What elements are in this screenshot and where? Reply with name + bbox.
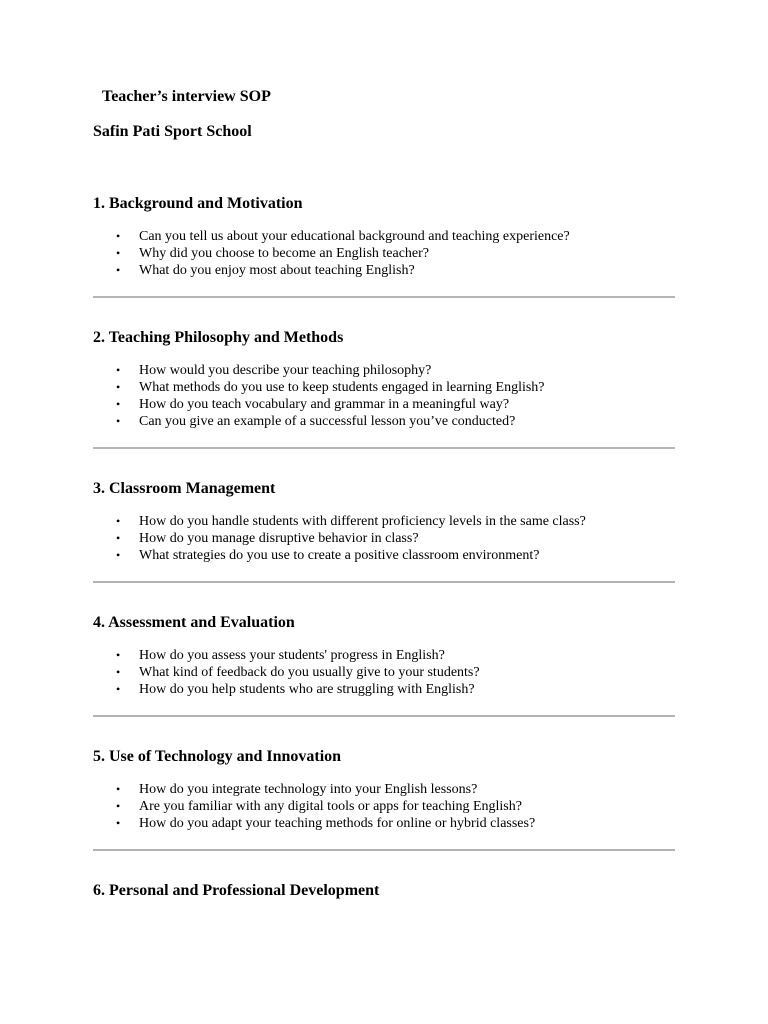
- bullet-icon: •: [116, 682, 121, 696]
- section-5: [93, 747, 675, 851]
- question-text: What do you enjoy most about teaching English?: [139, 263, 415, 278]
- question-item: [93, 664, 675, 681]
- question-list: [93, 781, 675, 832]
- question-item: [93, 396, 675, 413]
- question-text: Can you give an example of a successful lesson you’ve conducted?: [139, 414, 516, 429]
- question-item: [93, 245, 675, 262]
- question-list: [93, 647, 675, 698]
- question-item: [93, 262, 675, 279]
- section-divider: [93, 581, 675, 583]
- question-text: How do you integrate technology into your English lessons?: [139, 782, 478, 797]
- bullet-icon: •: [116, 665, 121, 679]
- question-text: How would you describe your teaching philosophy?: [139, 363, 432, 378]
- bullet-icon: •: [116, 531, 121, 545]
- section-divider: [93, 849, 675, 851]
- section-3: [93, 479, 675, 583]
- bullet-icon: •: [116, 246, 121, 260]
- bullet-icon: •: [116, 648, 121, 662]
- bullet-icon: •: [116, 799, 121, 813]
- question-text: How do you handle students with different proficiency levels in the same class?: [139, 514, 586, 529]
- question-text: How do you assess your students' progress in English?: [139, 648, 445, 663]
- bullet-icon: •: [116, 514, 121, 528]
- section-divider: [93, 296, 675, 298]
- question-text: What kind of feedback do you usually give to your students?: [139, 665, 480, 680]
- question-text: How do you adapt your teaching methods for online or hybrid classes?: [139, 816, 536, 831]
- section-divider: [93, 715, 675, 717]
- section-1: [93, 194, 675, 298]
- section-heading: 6. Personal and Professional Development: [93, 882, 380, 899]
- section-heading: 3. Classroom Management: [93, 480, 276, 497]
- section-heading: 5. Use of Technology and Innovation: [93, 748, 342, 765]
- bullet-icon: •: [116, 548, 121, 562]
- bullet-icon: •: [116, 363, 121, 377]
- interview-sections: [93, 194, 675, 901]
- question-item: [93, 228, 675, 245]
- section-heading: 1. Background and Motivation: [93, 195, 303, 212]
- question-list: [93, 513, 675, 564]
- question-item: [93, 513, 675, 530]
- question-list: [93, 228, 675, 279]
- question-item: [93, 681, 675, 698]
- question-text: Can you tell us about your educational background and teaching experience?: [139, 229, 570, 244]
- question-item: [93, 798, 675, 815]
- question-text: Are you familiar with any digital tools or apps for teaching English?: [139, 799, 522, 814]
- question-item: [93, 362, 675, 379]
- section-4: [93, 613, 675, 717]
- bullet-icon: •: [116, 380, 121, 394]
- section-2: [93, 328, 675, 449]
- question-item: [93, 547, 675, 564]
- bullet-icon: •: [116, 397, 121, 411]
- bullet-icon: •: [116, 816, 121, 830]
- document-title: Teacher’s interview SOP: [102, 88, 271, 105]
- question-item: [93, 647, 675, 664]
- bullet-icon: •: [116, 782, 121, 796]
- section-heading: 2. Teaching Philosophy and Methods: [93, 329, 344, 346]
- question-text: How do you teach vocabulary and grammar in a meaningful way?: [139, 397, 510, 412]
- question-text: What methods do you use to keep students engaged in learning English?: [139, 380, 545, 395]
- section-6: [93, 881, 675, 901]
- question-text: How do you help students who are struggling with English?: [139, 682, 475, 697]
- bullet-icon: •: [116, 263, 121, 277]
- question-text: How do you manage disruptive behavior in class?: [139, 531, 419, 546]
- school-name: Safin Pati Sport School: [93, 123, 252, 140]
- question-list: [93, 362, 675, 430]
- question-item: [93, 530, 675, 547]
- question-text: Why did you choose to become an English teacher?: [139, 246, 430, 261]
- section-divider: [93, 447, 675, 449]
- question-item: [93, 413, 675, 430]
- bullet-icon: •: [116, 229, 121, 243]
- question-item: [93, 379, 675, 396]
- question-item: [93, 781, 675, 798]
- section-heading: 4. Assessment and Evaluation: [93, 614, 295, 631]
- bullet-icon: •: [116, 414, 121, 428]
- question-item: [93, 815, 675, 832]
- question-text: What strategies do you use to create a positive classroom environment?: [139, 548, 540, 563]
